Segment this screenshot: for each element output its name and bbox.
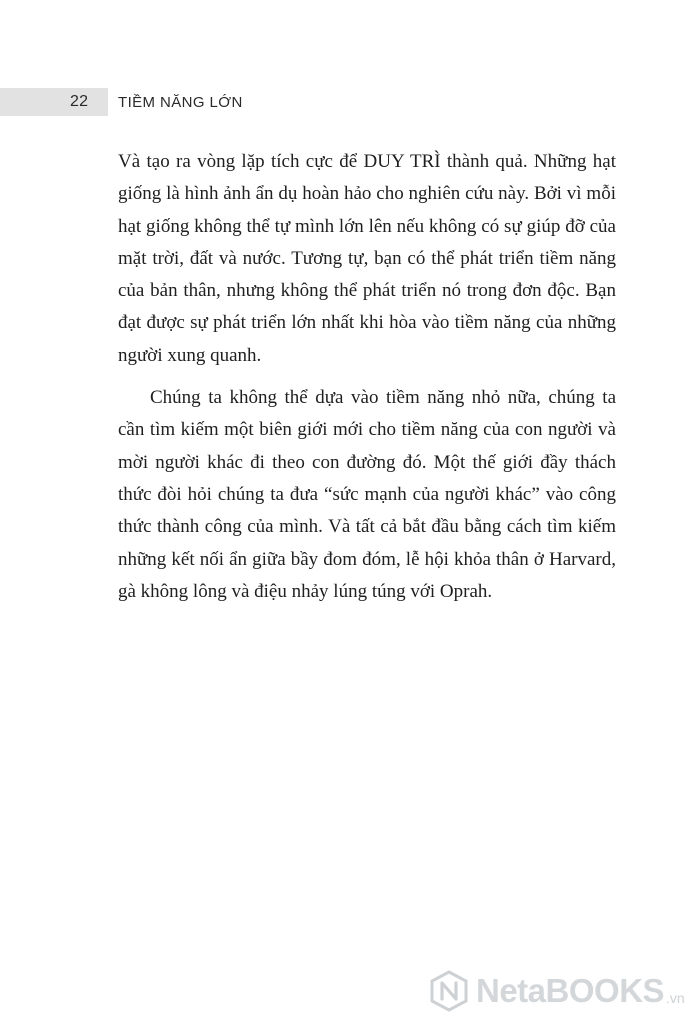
- watermark-suffix: .vn: [666, 990, 685, 1006]
- n-logo-icon: [428, 970, 470, 1012]
- page-number: 22: [70, 93, 89, 110]
- page-body: [118, 146, 616, 608]
- paragraph-1: Và tạo ra vòng lặp tích cực để DUY TRÌ thành quả. Những hạt giống là hình ảnh ẩn dụ hoàn hảo cho nghiên cứu này. Bởi vì mỗi hạt giống không thể tự mình lớn lên nếu không có sự giúp đỡ của mặt trời, đất và nước. Tương tự, bạn có thể phát triển tiềm năng của bản thân, nhưng không thể phát triển nó trong đơn độc. Bạn đạt được sự phát triển lớn nhất khi hòa vào tiềm năng của những người xung quanh.: [118, 151, 616, 366]
- paragraph-2: Chúng ta không thể dựa vào tiềm năng nhỏ nữa, chúng ta cần tìm kiếm một biên giới mới cho tiềm năng của con người và mời người khác đi theo con đường đó. Một thế giới đầy thách thức đòi hỏi chúng ta đưa “sức mạnh của người khác” vào công thức thành công của mình. Và tất cả bắt đầu bằng cách tìm kiếm những kết nối ẩn giữa bầy đom đóm, lễ hội khỏa thân ở Harvard, gà không lông và điệu nhảy lúng túng với Oprah.: [118, 387, 616, 602]
- publisher-watermark: [428, 968, 700, 1014]
- watermark-brand: NetaBOOKS: [476, 972, 665, 1009]
- running-title: TIỀM NĂNG LỚN: [118, 94, 243, 111]
- header-band: [0, 88, 108, 116]
